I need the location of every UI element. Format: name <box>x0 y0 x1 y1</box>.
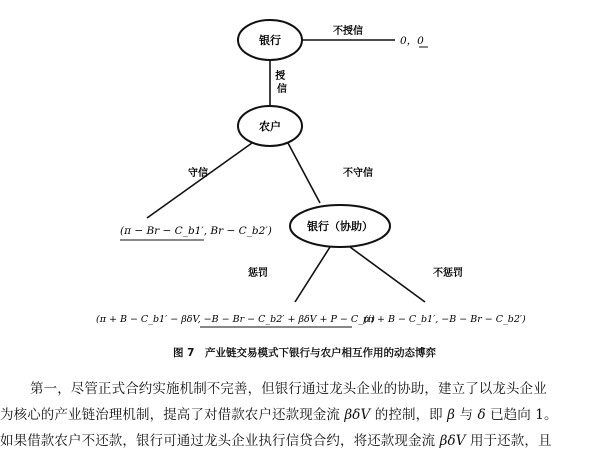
edge-not-punish <box>350 247 425 302</box>
body-line-1: 第一，尽管正式合约实施机制不完善，但银行通过龙头企业的协助，建立了以龙头企业 <box>30 381 547 397</box>
node-bank-root-label: 银行 <box>259 34 281 47</box>
body-line-3: 如果借款农户不还款，银行可通过龙头企业执行信贷合约，将还款现金流 βδV 用于还款，且 <box>0 433 552 449</box>
edge-punish-label: 惩罚 <box>248 268 268 279</box>
node-farmer-label: 农户 <box>259 120 281 133</box>
edge-not-punish-label: 不惩罚 <box>433 268 463 279</box>
edge-not-keep-label: 不守信 <box>343 168 373 179</box>
payoff-punish: (π + B − C_b1′ − βδV, −B − Br − C_b2′ + βδV + P − C_p′) <box>96 314 375 325</box>
edge-grant-label: 授 信 <box>275 71 287 95</box>
node-bank-assist-label: 银行（协助） <box>307 220 373 233</box>
edge-keep <box>147 143 252 218</box>
edge-punish <box>295 247 330 302</box>
payoff-keep: (π − Br − C_b1′, Br − C_b2′) <box>120 225 272 237</box>
edge-not-grant-label: 不授信 <box>333 26 363 37</box>
body-line-2: 为核心的产业链治理机制，提高了对借款农户还款现金流 βδV 的控制，即 β 与 δ 已趋向 1。 <box>0 407 558 423</box>
edge-keep-label: 守信 <box>188 168 208 179</box>
figure-caption: 图 7 产业链交易模式下银行与农户相互作用的动态博弈 <box>173 347 436 359</box>
edge-not-keep <box>288 143 320 203</box>
payoff-reject: 0，0 <box>400 35 424 47</box>
payoff-not-punish: (π + B − C_b1′, −B − Br − C_b2′) <box>364 314 526 325</box>
